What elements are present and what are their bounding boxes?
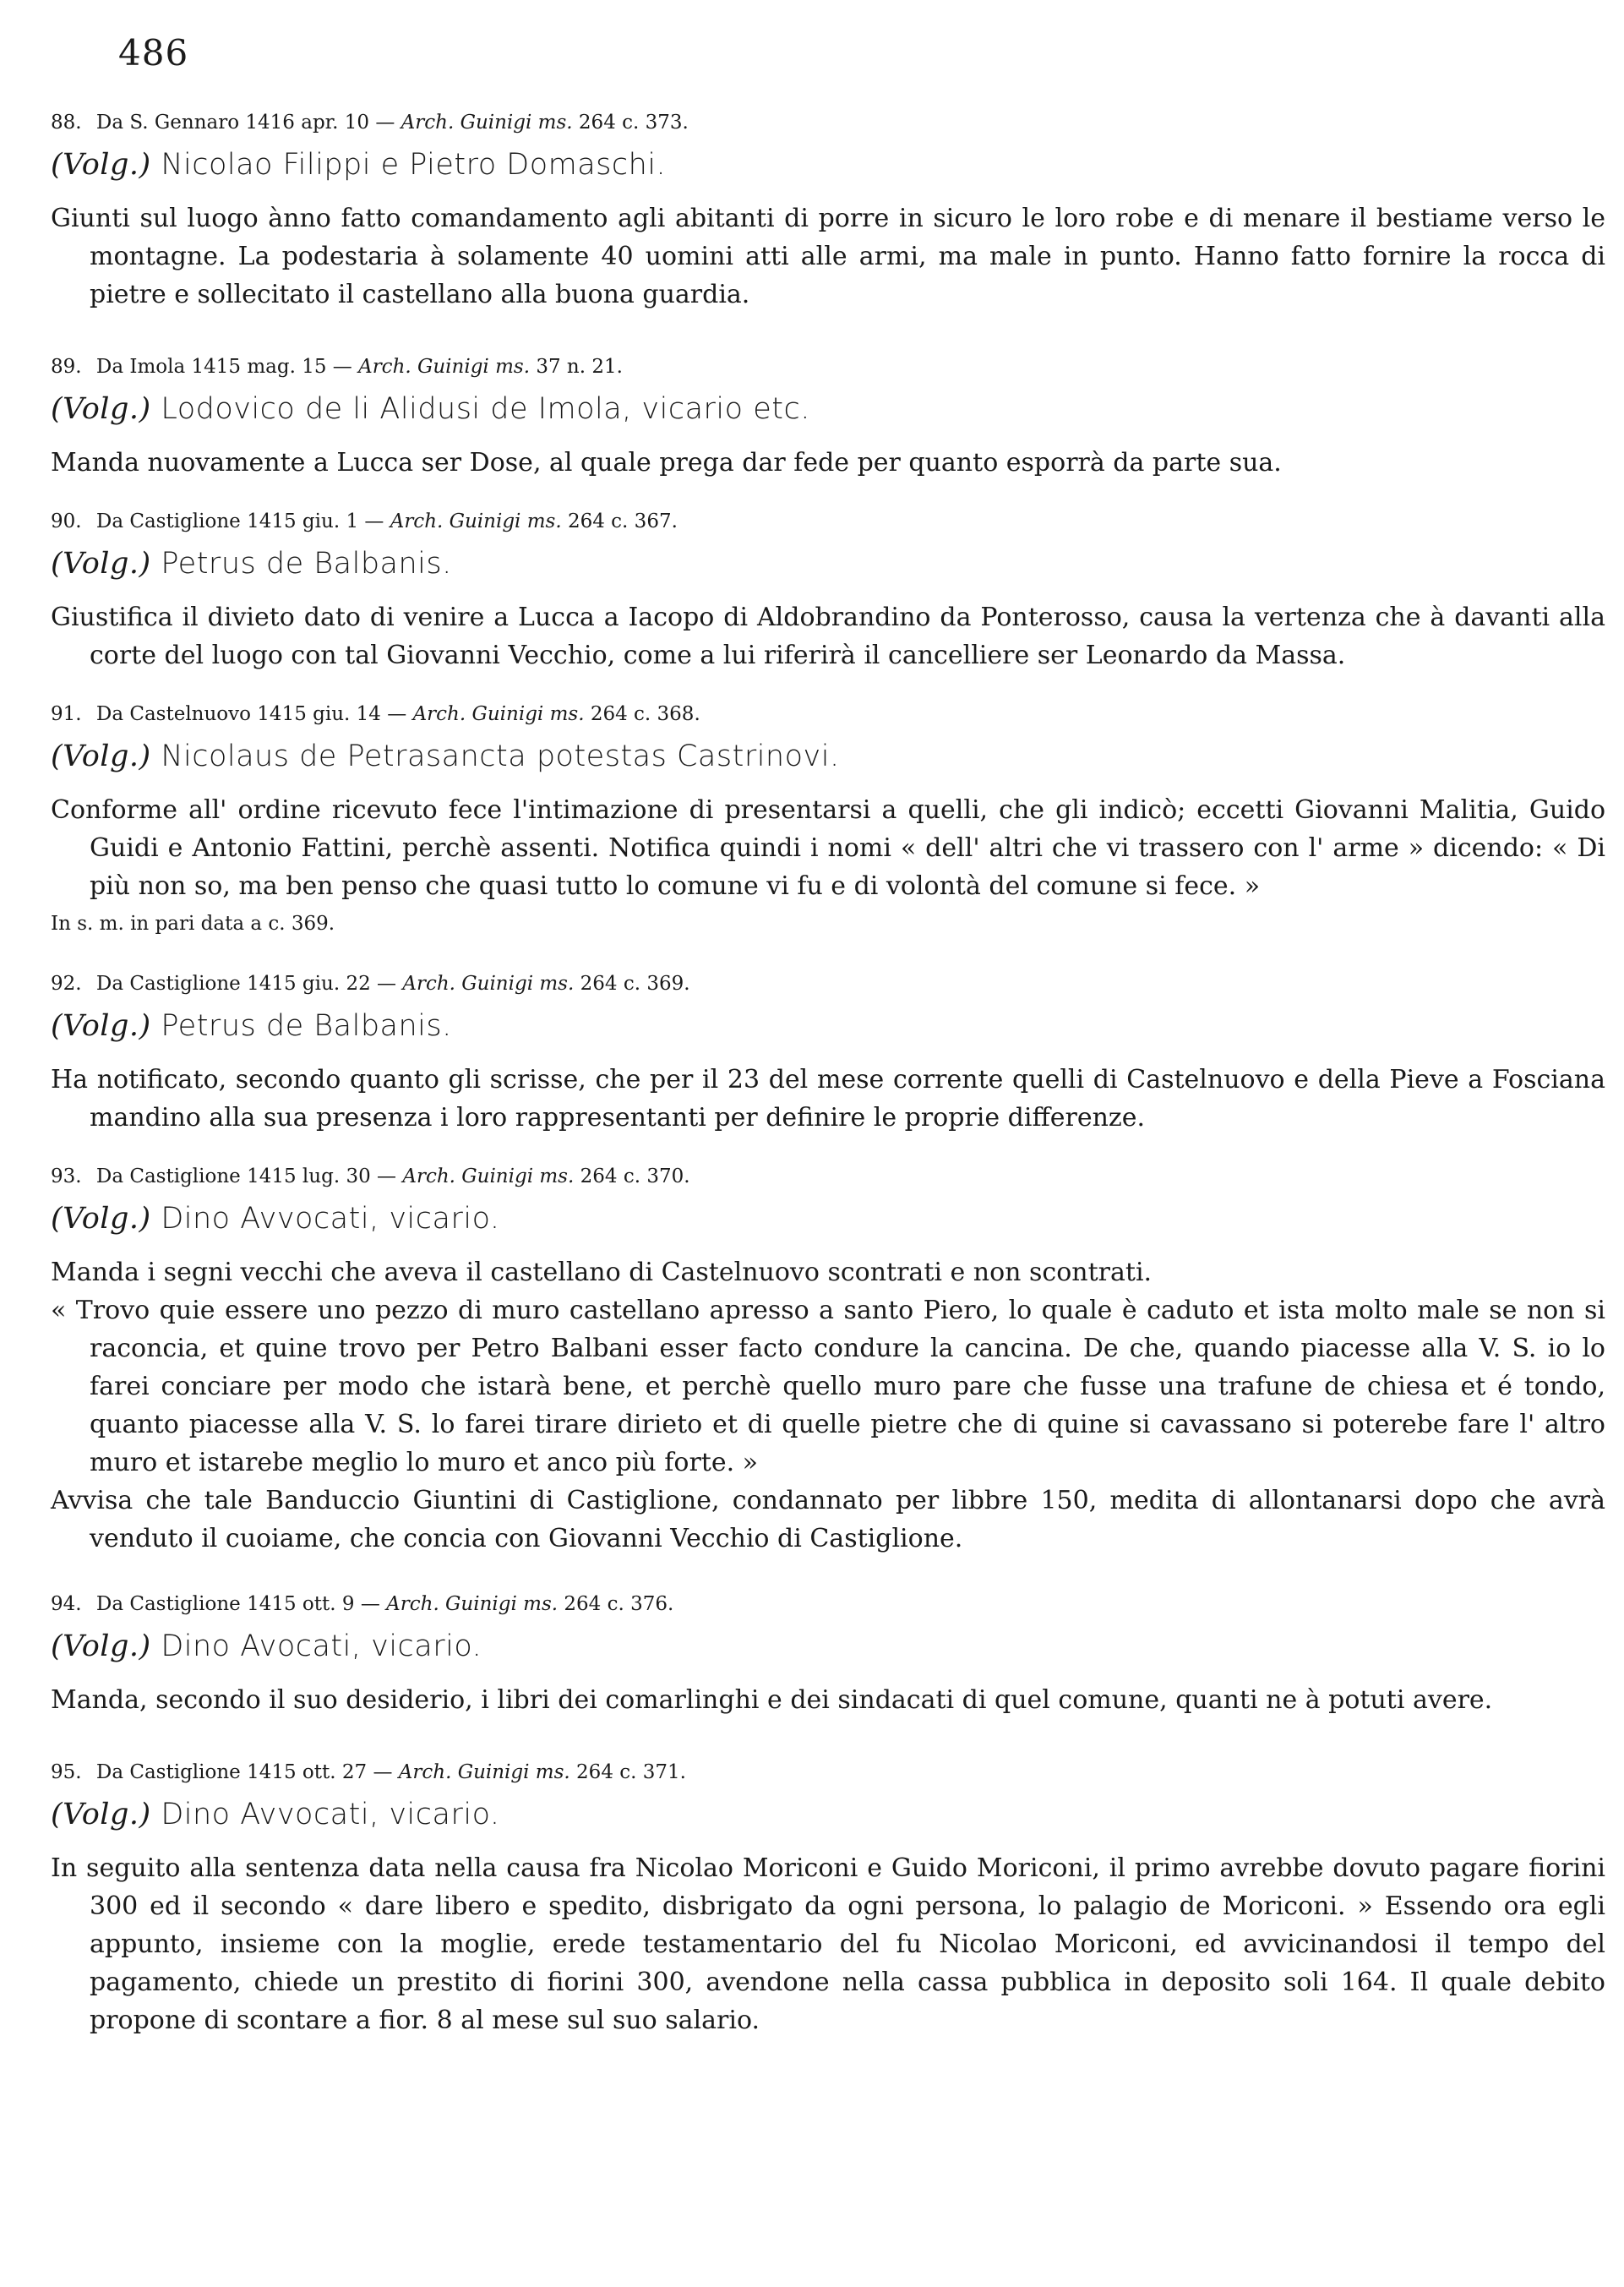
entry-text: Manda i segni vecchi che aveva il castellano di Castelnuovo scontrati e non scontrati.: [51, 1258, 1153, 1287]
entry-94: [51, 1590, 1605, 1719]
entry-text: Giunti sul luogo ànno fatto comandamento agli abitanti di porre in sicuro le loro robe e di menare il bestiame verso le montagne. La podestaria à solamente 40 uomini atti alle armi, ma male in punto. Hanno fatto fornire la rocca di pietre e sollecitato il castellano alla buona guardia.: [51, 204, 1605, 309]
entry-heading: 94. Da Castiglione 1415 ott. 9 — Arch. Guinigi ms. 264 c. 376.: [51, 1593, 674, 1615]
entry-recipient: (Volg.) Petrus de Balbanis.: [51, 1009, 452, 1043]
entry-heading: 93. Da Castiglione 1415 lug. 30 — Arch. Guinigi ms. 264 c. 370.: [51, 1165, 690, 1187]
entry-recipient: (Volg.) Dino Avvocati, vicario.: [51, 1202, 500, 1236]
entry-90: [51, 507, 1605, 674]
entry-91: [51, 700, 1605, 937]
entry-92: [51, 969, 1605, 1137]
entry-recipient: (Volg.) Nicolaus de Petrasancta potestas Castrinovi.: [51, 740, 840, 773]
entry-heading: 92. Da Castiglione 1415 giu. 22 — Arch. Guinigi ms. 264 c. 369.: [51, 973, 690, 995]
entry-text: Avvisa che tale Banduccio Giuntini di Castiglione, condannato per libbre 150, medita di allontanarsi dopo che avrà venduto il cuoiame, che concia con Giovanni Vecchio di Castiglione.: [51, 1486, 1605, 1553]
entry-note: In s. m. in pari data a c. 369.: [51, 913, 335, 935]
entry-recipient: (Volg.) Petrus de Balbanis.: [51, 547, 452, 581]
entry-text: Manda, secondo il suo desiderio, i libri dei comarlinghi e dei sindacati di quel comune, quanti ne à potuti avere.: [51, 1685, 1493, 1715]
page-number: 486: [118, 32, 189, 74]
entry-text: In seguito alla sentenza data nella causa fra Nicolao Moriconi e Guido Moriconi, il primo avrebbe dovuto pagare fiorini 300 ed il secondo « dare libero e spedito, disbrigato da ogni persona, lo palagio de Moriconi. » Essendo ora egli appunto, insieme con la moglie, erede testamentario del fu Nicolao Moriconi, ed avvicinandosi il tempo del pagamento, chiede un prestito di fiorini 300, avendone nella cassa pubblica in deposito soli 164. Il quale debito propone di scontare a fior. 8 al mese sul suo salario.: [51, 1853, 1605, 2035]
entry-93: [51, 1162, 1605, 1558]
entry-text: Giustifica il divieto dato di venire a Lucca a Iacopo di Aldobrandino da Ponterosso, causa la vertenza che à davanti alla corte del luogo con tal Giovanni Vecchio, come a lui riferirà il cancelliere ser Leonardo da Massa.: [51, 603, 1605, 670]
entry-heading: 91. Da Castelnuovo 1415 giu. 14 — Arch. Guinigi ms. 264 c. 368.: [51, 703, 700, 725]
entry-recipient: (Volg.) Dino Avvocati, vicario.: [51, 1798, 500, 1831]
entry-text: Manda nuovamente a Lucca ser Dose, al quale prega dar fede per quanto esporrà da parte sua.: [51, 448, 1282, 478]
entry-heading: 90. Da Castiglione 1415 giu. 1 — Arch. Guinigi ms. 264 c. 367.: [51, 510, 678, 532]
document-body: [51, 108, 1605, 2039]
entry-heading: 88. Da S. Gennaro 1416 apr. 10 — Arch. Guinigi ms. 264 c. 373.: [51, 112, 689, 134]
entry-quote: « Trovo quie essere uno pezzo di muro castellano apresso a santo Piero, lo quale è caduto et ista molto male se non si raconcia, et quine trovo per Petro Balbani esser facto condure la cancina. De che, quando piacesse alla V. S. io lo farei conciare per modo che istarà bene, et perchè quello muro pare che fusse una trafune de chiesa et é tondo, quanto piacesse alla V. S. lo farei tirare dirieto et di quelle pietre che di quine si cavassano si poterebe fare l' altro muro et istarebe meglio lo muro et anco più forte. »: [51, 1296, 1605, 1477]
entry-heading: 95. Da Castiglione 1415 ott. 27 — Arch. Guinigi ms. 264 c. 371.: [51, 1761, 686, 1783]
entry-heading: 89. Da Imola 1415 mag. 15 — Arch. Guinigi ms. 37 n. 21.: [51, 356, 623, 378]
entry-text: Conforme all' ordine ricevuto fece l'intimazione di presentarsi a quelli, che gli indicò; eccetti Giovanni Malitia, Guido Guidi e Antonio Fattini, perchè assenti. Notifica quindi i nomi « dell' altri che vi trassero con l' arme » dicendo: « Di più non so, ma ben penso che quasi tutto lo comune vi fu e di volontà del comune si fece. »: [51, 795, 1605, 901]
entry-recipient: (Volg.) Nicolao Filippi e Pietro Domaschi.: [51, 148, 667, 182]
entry-88: [51, 108, 1605, 314]
entry-text: Ha notificato, secondo quanto gli scrisse, che per il 23 del mese corrente quelli di Castelnuovo e della Pieve a Fosciana mandino alla sua presenza i loro rappresentanti per definire le proprie differenze.: [51, 1065, 1605, 1133]
entry-89: [51, 352, 1605, 482]
entry-95: [51, 1758, 1605, 2039]
entry-recipient: (Volg.) Lodovico de li Alidusi de Imola, vicario etc.: [51, 392, 810, 426]
entry-recipient: (Volg.) Dino Avocati, vicario.: [51, 1629, 482, 1663]
